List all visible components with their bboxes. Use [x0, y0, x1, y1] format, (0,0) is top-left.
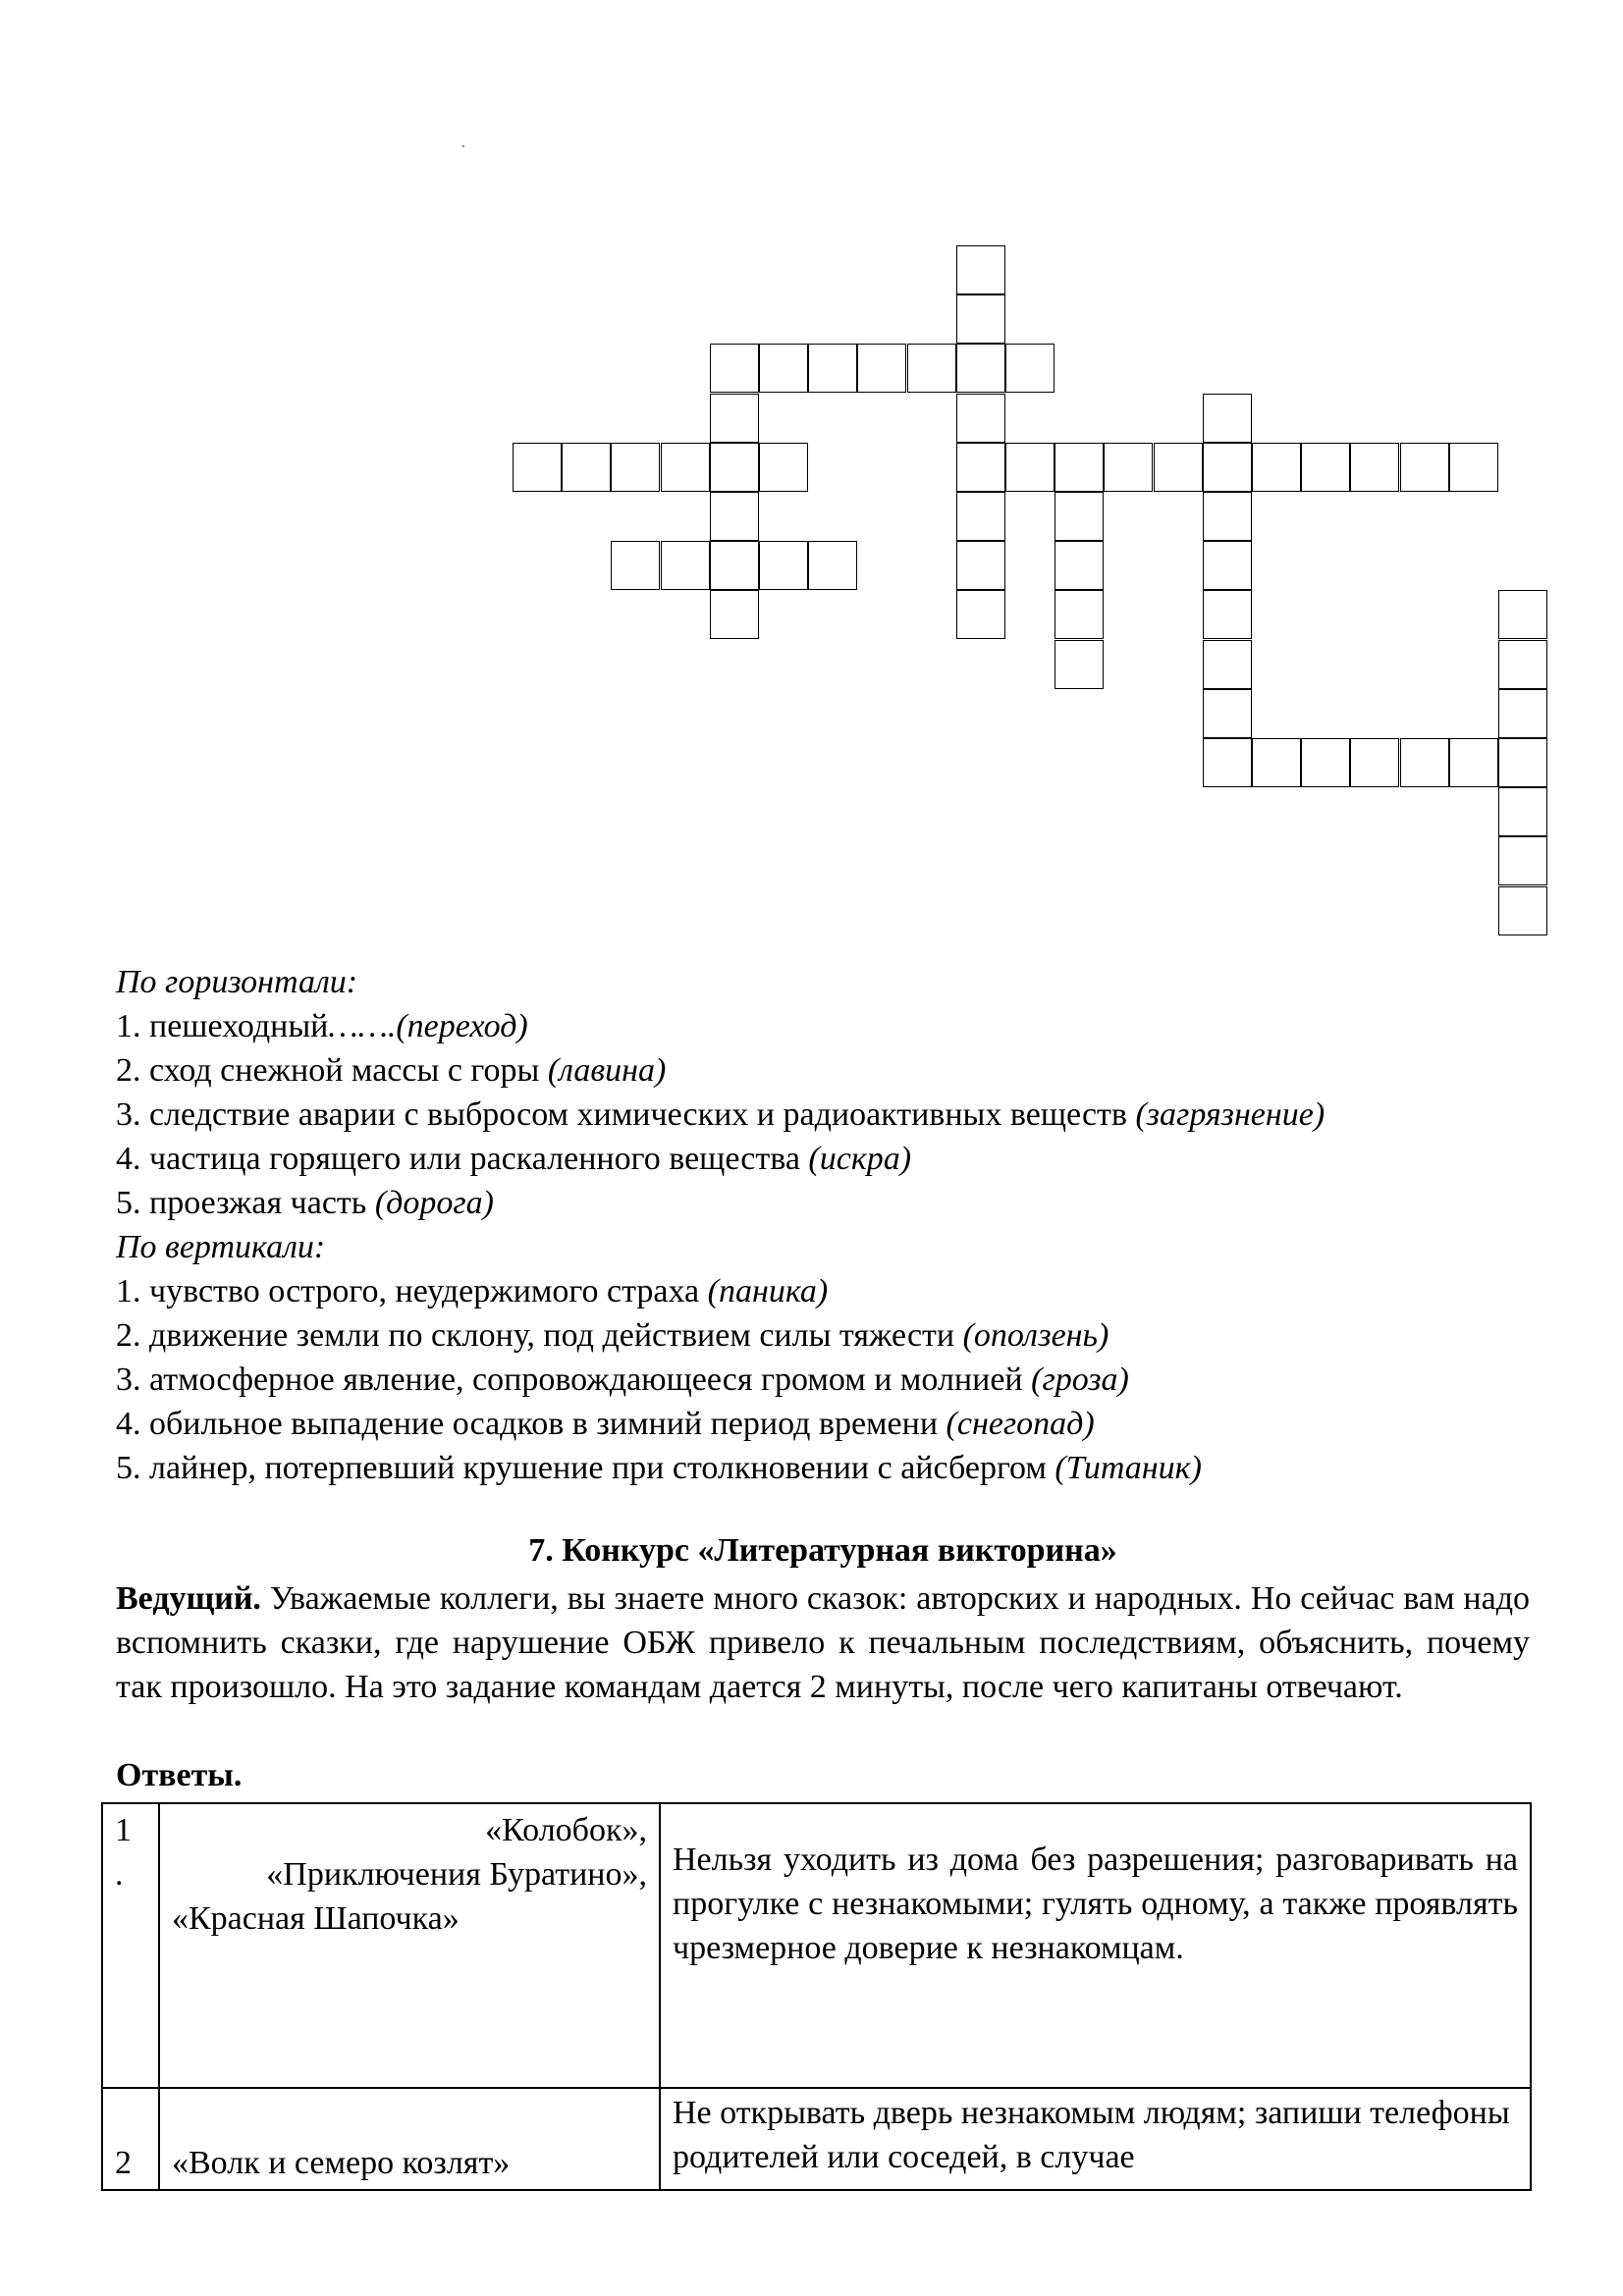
- tale-titles: «Колобок», «Приключения Буратино», «Красная Шапочка»: [159, 1803, 660, 2088]
- answer-text: Нельзя уходить из дома без разрешения; разговаривать на прогулке с незнакомыми; гулять одному, а также проявлять чрезмерное доверие к незнакомцам.: [660, 1803, 1531, 2088]
- crossword-cell: [1252, 443, 1301, 492]
- clue-vertical-2: 2. движение земли по склону, под действием силы тяжести (оползень): [116, 1317, 1109, 1354]
- crossword-cell: [710, 344, 759, 393]
- crossword-cell: [956, 541, 1005, 590]
- crossword-cell: [611, 443, 660, 492]
- crossword-cell: [1104, 443, 1153, 492]
- vertical-heading: По вертикали:: [116, 1229, 326, 1265]
- crossword-cell: [1055, 443, 1104, 492]
- crossword-cell: [661, 443, 710, 492]
- table-row: [102, 1803, 1531, 2088]
- crossword-cell: [1301, 738, 1350, 787]
- horizontal-heading: По горизонтали:: [116, 964, 358, 1000]
- crossword-cell: [759, 541, 808, 590]
- crossword-cell: [710, 590, 759, 639]
- crossword-cell: [710, 492, 759, 541]
- crossword-cell: [956, 245, 1005, 294]
- crossword-cell: [1203, 492, 1252, 541]
- crossword-cell: [808, 344, 857, 393]
- clue-vertical-1: 1. чувство острого, неудержимого страха (паника): [116, 1273, 829, 1309]
- crossword-cell: [907, 344, 956, 393]
- crossword-cell: [956, 590, 1005, 639]
- crossword-cell: [1498, 738, 1547, 787]
- crossword-cell: [1449, 738, 1498, 787]
- crossword-cell: [857, 344, 906, 393]
- lead-paragraph: [116, 1576, 1530, 1709]
- clue-vertical-5: 5. лайнер, потерпевший крушение при столкновении с айсбергом (Титаник): [116, 1450, 1202, 1486]
- crossword-cell: [956, 394, 1005, 443]
- crossword-cell: [1154, 443, 1203, 492]
- lead-text: Уважаемые коллеги, вы знаете много сказок: авторских и народных. Но сейчас вам надо вспомнить сказки, где нарушение ОБЖ привело к печальным последствиям, объяснить, почему так произошло. На это задание командам дается 2 минуты, после чего капитаны отвечают.: [116, 1580, 1530, 1705]
- crossword-cell: [1005, 344, 1055, 393]
- crossword-cell: [661, 541, 710, 590]
- crossword-cell: [1203, 640, 1252, 689]
- crossword-cell: [1449, 443, 1498, 492]
- crossword-cell: [611, 541, 660, 590]
- crossword-cell: [1055, 541, 1104, 590]
- crossword-cell: [1400, 443, 1449, 492]
- clue-horizontal-1: 1. пешеходный…….(переход): [116, 1008, 528, 1044]
- crossword-clues: [116, 960, 1540, 1490]
- crossword-cell: [956, 492, 1005, 541]
- crossword-cell: [1498, 590, 1547, 639]
- crossword-cell: [710, 443, 759, 492]
- clue-horizontal-5: 5. проезжая часть (дорога): [116, 1185, 494, 1221]
- crossword-cell: [956, 443, 1005, 492]
- crossword-cell: [1301, 443, 1350, 492]
- crossword-cell: [808, 541, 857, 590]
- answers-table: [101, 1802, 1532, 2191]
- row-number: 2: [102, 2088, 159, 2190]
- crossword-cell: [1203, 443, 1252, 492]
- crossword-cell: [759, 443, 808, 492]
- crossword-cell: [1498, 836, 1547, 885]
- clue-horizontal-2: 2. сход снежной массы с горы (лавина): [116, 1052, 667, 1089]
- crossword-cell: [1203, 394, 1252, 443]
- crossword-cell: [1203, 590, 1252, 639]
- crossword-cell: [1203, 738, 1252, 787]
- section-title: 7. Конкурс «Литературная викторина»: [528, 1532, 1117, 1569]
- crossword-cell: [562, 443, 611, 492]
- crossword-cell: [759, 344, 808, 393]
- crossword-cell: [1350, 443, 1399, 492]
- crossword-cell: [710, 541, 759, 590]
- lead-label: Ведущий.: [116, 1580, 261, 1617]
- crossword-cell: [956, 294, 1005, 344]
- crossword-cell: [513, 443, 562, 492]
- crossword-cell: [1055, 492, 1104, 541]
- clue-horizontal-4: 4. частица горящего или раскаленного вещества (искра): [116, 1141, 912, 1177]
- stray-dot: [462, 145, 464, 147]
- table-row: [102, 2088, 1531, 2190]
- crossword-cell: [710, 394, 759, 443]
- crossword-cell: [1203, 541, 1252, 590]
- crossword-cell: [1203, 689, 1252, 738]
- crossword-cell: [1350, 738, 1399, 787]
- crossword-cell: [1055, 590, 1104, 639]
- crossword-cell: [1400, 738, 1449, 787]
- crossword-cell: [1055, 640, 1104, 689]
- row-number: 1 .: [102, 1803, 159, 2088]
- crossword-cell: [956, 344, 1005, 393]
- crossword-cell: [1498, 640, 1547, 689]
- clue-horizontal-3: 3. следствие аварии с выбросом химических и радиоактивных веществ (загрязнение): [116, 1096, 1325, 1133]
- answers-title: Ответы.: [116, 1757, 243, 1793]
- clue-vertical-4: 4. обильное выпадение осадков в зимний период времени (снегопад): [116, 1406, 1095, 1442]
- crossword-cell: [1498, 787, 1547, 836]
- crossword-grid: [0, 0, 1623, 962]
- tale-title: «Волк и семеро козлят»: [159, 2088, 660, 2190]
- answer-text: Не открывать дверь незнакомым людям; запиши телефоны родителей или соседей, в случае: [660, 2088, 1531, 2190]
- crossword-cell: [1005, 443, 1055, 492]
- crossword-cell: [1498, 886, 1547, 935]
- crossword-cell: [1498, 689, 1547, 738]
- clue-vertical-3: 3. атмосферное явление, сопровождающееся громом и молнией (гроза): [116, 1362, 1129, 1398]
- crossword-cell: [1252, 738, 1301, 787]
